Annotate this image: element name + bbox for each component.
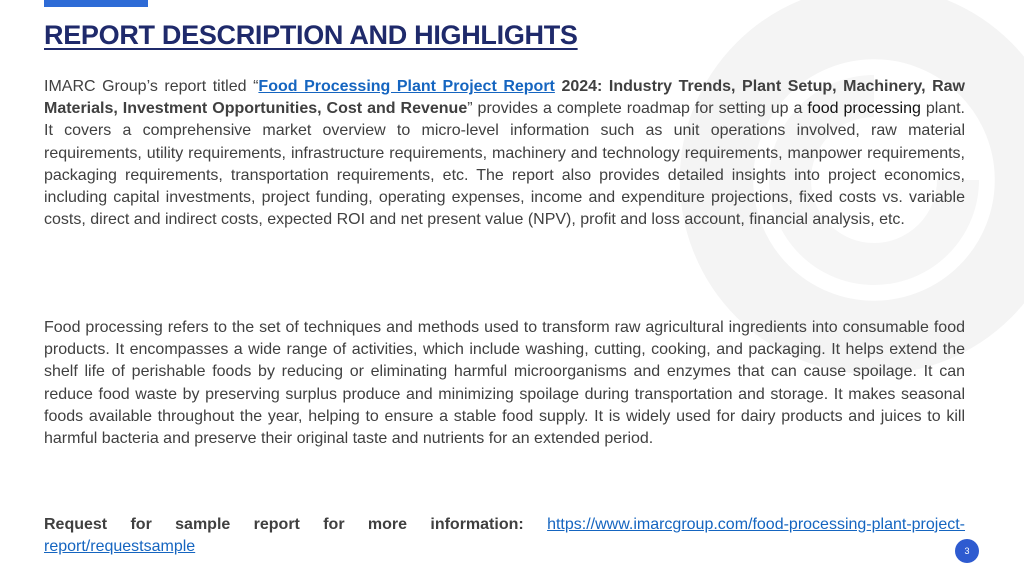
page-number-badge: 3 — [955, 539, 979, 563]
food-processing-term: food processing — [807, 100, 921, 118]
slide-title: REPORT DESCRIPTION AND HIGHLIGHTS — [44, 20, 578, 50]
para1-mid: ” provides a complete roadmap for setting up a — [467, 100, 808, 118]
para1-rest: plant. It covers a comprehensive market overview to micro-level information such as unit operations involved, raw material requirements, utility requirements, infrastructure requirements, machinery and technology requirements, manpower requirements, packaging requirements, transportation requirements, etc. The report also provides detailed insights into project economics, including capital investments, project funding, operating expenses, income and expenditure projections, fixed costs vs. variable costs, direct and indirect costs, expected ROI and net present value (NPV), profit and loss account, financial analysis, etc. — [44, 100, 965, 229]
report-title-link[interactable]: Food Processing Plant Project Report — [258, 78, 555, 95]
report-subtitle: 2024: Industry Trends, Plant Setup, Machinery, Raw Materials, Investment Opportunities, Cost and Revenue — [44, 78, 965, 118]
sample-request-label: Request for sample report for more information: — [44, 516, 524, 533]
top-accent-bar — [44, 0, 148, 7]
report-description-paragraph — [44, 76, 965, 231]
para1-prefix: IMARC Group’s report titled “ — [44, 78, 259, 95]
food-processing-definition-paragraph: Food processing refers to the set of techniques and methods used to transform raw agricultural ingredients into consumable food products. It encompasses a wide range of activities, which include washing, cutting, cooking, and packaging. It helps extend the shelf life of perishable foods by reducing or eliminating harmful microorganisms and enzymes that can cause spoilage. It can reduce food waste by preserving surplus produce and minimizing spoilage during transportation and storage. It makes seasonal foods available throughout the year, helping to ensure a stable food supply. It is widely used for dairy products and juices to kill harmful bacteria and preserve their original taste and nutrients for an extended period. — [44, 319, 965, 448]
sample-request-link[interactable]: https://www.imarcgroup.com/food-processing-plant-project-report/requestsample — [44, 516, 966, 556]
sample-request-paragraph — [44, 514, 965, 558]
